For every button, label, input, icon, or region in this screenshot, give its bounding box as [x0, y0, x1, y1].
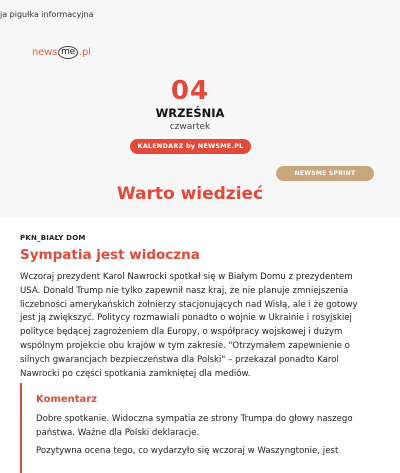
article-body: Wczoraj prezydent Karol Nawrocki spotkał się w Białym Domu z prezydentem USA. Donald Trump nie tylko zapewnił nasz kraj, że nie planuje zmniejszenia liczebności amerykańskich żołnierzy stacjonujących nad Wisłą, ale i że gotowy jest ją zwiększyć. Politycy rozmawiali ponadto o wojnie w Ukrainie i rosyjskiej polityce będącej zagrożeniem dla Europy, o współpracy wojskowej i dużym wspólnym projekcie obu krajów w tym zakresie. "Otrzymałem zapewnienie o silnych gwarancjach bezpieczeństwa dla Polski" – przekazał ponadto Karol Nawrocki po części spotkania zamkniętej dla mediów. — [20, 272, 358, 379]
section-title: Warto wiedzieć — [116, 184, 264, 204]
article-kicker: PKN_BIAŁY DOM — [20, 234, 86, 242]
comment-title: Komentarz — [36, 394, 98, 405]
sprint-button[interactable]: NEWSME SPRINT — [276, 166, 374, 181]
article-headline: Sympatia jest widoczna — [20, 247, 200, 263]
newsme-logo[interactable] — [32, 46, 91, 59]
logo-me: me — [58, 46, 78, 59]
preheader-text: ja pigułka informacyjna — [0, 10, 94, 19]
calendar-button[interactable]: KALENDARZ by NEWSME.PL — [130, 139, 251, 154]
comment-text-2: Pozytywna ocena tego, co wydarzyło się wczoraj w Waszyngtonie, jest — [36, 446, 339, 456]
comment-box — [20, 383, 372, 473]
date-day: 04 — [170, 76, 210, 106]
logo-pl: .pl — [79, 47, 91, 58]
date-month: WRZEŚNIA — [155, 106, 225, 120]
comment-text-1: Dobre spotkanie. Widoczna sympatia ze strony Trumpa do głowy naszego państwa. Ważne dla Polski deklaracje. — [36, 414, 353, 438]
logo-news: news — [32, 47, 58, 58]
date-weekday: czwartek — [169, 122, 211, 132]
